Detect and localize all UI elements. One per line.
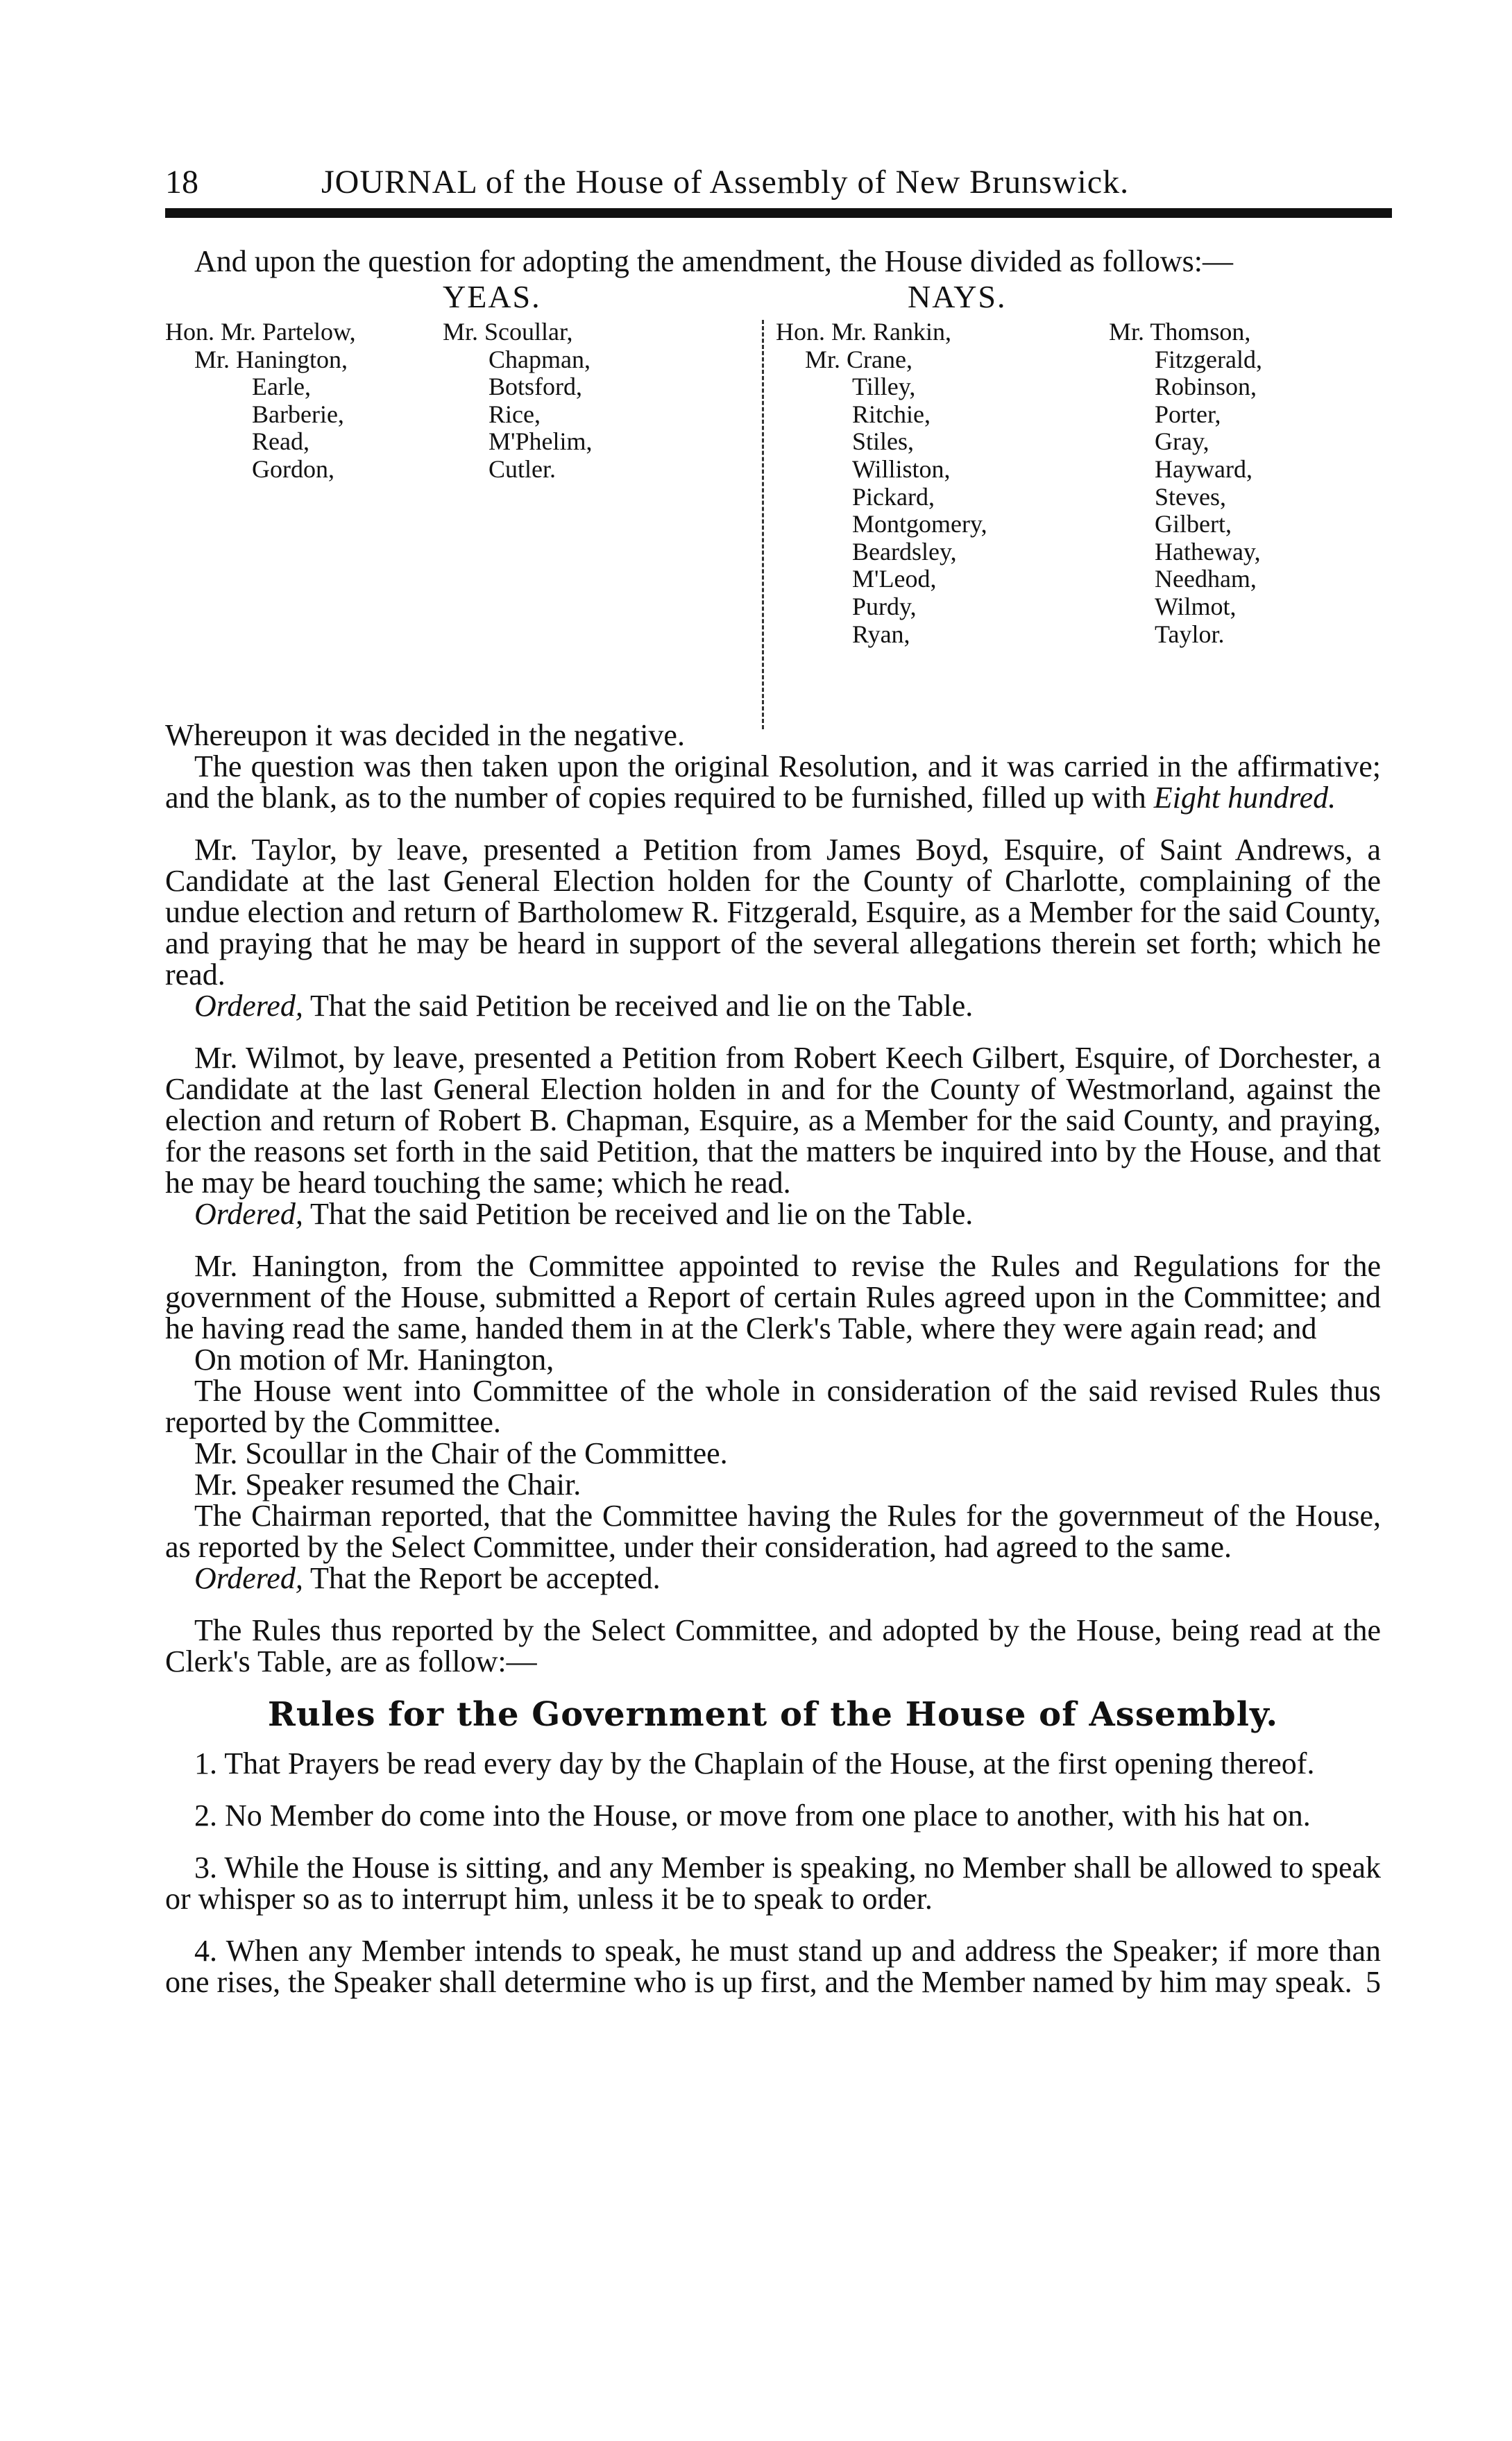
yea-member: Mr. Hanington, — [194, 345, 348, 373]
nay-member: Needham, — [1155, 565, 1257, 593]
paragraph-taylor-petition: Mr. Taylor, by leave, presented a Petition from James Boyd, Esquire, of Saint Andrews, a Candidate at the last General Election holden for the County of Charlotte, complaining of the undue election and return of Bartholomew R. Fitzgerald, Esquire, as a Member for the said County, and praying that he may be heard in support of the several allegations therein set forth; which he read. — [165, 833, 1381, 992]
vote-column-divider — [762, 320, 764, 729]
paragraph-chairman-reported: The Chairman reported, that the Committee having the Rules for the governmeut of the House, as reported by the Select Committee, under their consideration, had agreed to the same. — [165, 1499, 1381, 1564]
paragraph-hanington-report: Mr. Hanington, from the Committee appointed to revise the Rules and Regulations for the government of the House, submitted a Report of certain Rules agreed upon in the Committee; and he having read the same, handed them in at the Clerk's Table, where they were again read; and — [165, 1249, 1381, 1345]
nay-member: Williston, — [852, 454, 951, 483]
emphasis-text: Eight hundred. — [1153, 781, 1336, 815]
division-intro: And upon the question for adopting the amendment, the House divided as follows:— — [194, 244, 1233, 278]
yea-member: Cutler. — [489, 454, 556, 483]
rule-item: 2. No Member do come into the House, or move from one place to another, with his hat on. — [194, 1798, 1311, 1832]
rule-item: 1. That Prayers be read every day by the Chaplain of the House, at the first opening thereof. — [194, 1746, 1315, 1780]
paragraph-ordered — [165, 1198, 1381, 1230]
paragraph-ordered — [165, 990, 1381, 1021]
nay-member: Purdy, — [852, 592, 917, 620]
yea-member: Chapman, — [489, 345, 591, 373]
nay-member: Taylor. — [1155, 620, 1225, 648]
yea-member: Hon. Mr. Partelow, — [165, 318, 356, 346]
paragraph-rules-intro: The Rules thus reported by the Select Committee, and adopted by the House, being read at the Clerk's Table, are as follow:— — [165, 1613, 1381, 1678]
nay-member: Stiles, — [852, 427, 915, 456]
vote-list — [165, 277, 1381, 745]
ordered-word: Ordered, — [194, 989, 303, 1023]
nay-member: Hon. Mr. Rankin, — [776, 318, 952, 346]
signature-mark: 5 — [1366, 1965, 1381, 1999]
yea-member: M'Phelim, — [489, 427, 593, 456]
paragraph-speaker-resumed: Mr. Speaker resumed the Chair. — [194, 1468, 581, 1502]
paragraph-ordered — [165, 1563, 1381, 1594]
nay-member: Pickard, — [852, 482, 935, 511]
yeas-heading: YEAS. — [443, 279, 541, 314]
nay-member: Gray, — [1155, 427, 1209, 456]
nay-member: Ryan, — [852, 620, 910, 648]
nay-member: Ritchie, — [852, 400, 931, 428]
yea-member: Barberie, — [252, 400, 344, 428]
ordered-word: Ordered, — [194, 1561, 303, 1595]
nay-member: Gilbert, — [1155, 510, 1232, 538]
rules-heading: Rules for the Government of the House of Assembly. — [267, 1695, 1279, 1734]
nay-member: M'Leod, — [852, 565, 937, 593]
paragraph-committee-whole: The House went into Committee of the whole in consideration of the said revised Rules thus reported by the Committee. — [165, 1374, 1381, 1439]
division-result: Whereupon it was decided in the negative. — [165, 718, 685, 752]
rule-item: 4. When any Member intends to speak, he must stand up and address the Speaker; if more than one rises, the Speaker shall determine who is up first, and the Member named by him may speak. — [165, 1934, 1381, 1999]
paragraph-text: That the Report be accepted. — [303, 1561, 661, 1595]
ordered-word: Ordered, — [194, 1197, 303, 1231]
journal-title: JOURNAL of the House of Assembly of New Brunswick. — [321, 164, 1130, 201]
yea-member: Earle, — [252, 373, 311, 401]
paragraph-text: That the said Petition be received and lie on the Table. — [303, 989, 974, 1023]
nay-member: Fitzgerald, — [1155, 345, 1262, 373]
yea-member: Mr. Scoullar, — [443, 318, 573, 346]
nay-member: Tilley, — [852, 373, 916, 401]
nay-member: Hayward, — [1155, 454, 1252, 483]
journal-body — [165, 229, 1381, 1998]
nay-member: Beardsley, — [852, 537, 957, 565]
nay-member: Mr. Crane, — [805, 345, 912, 373]
paragraph-chair: Mr. Scoullar in the Chair of the Committee. — [194, 1436, 728, 1470]
page-number: 18 — [165, 164, 198, 201]
paragraph-original-resolution — [165, 751, 1381, 813]
paragraph-on-motion: On motion of Mr. Hanington, — [194, 1343, 554, 1377]
yea-member: Rice, — [489, 400, 541, 428]
nay-member: Mr. Thomson, — [1109, 318, 1251, 346]
rule-item-last — [165, 1935, 1381, 1998]
running-head — [165, 158, 1407, 207]
paragraph-text: That the said Petition be received and lie on the Table. — [303, 1197, 974, 1231]
nay-member: Robinson, — [1155, 373, 1257, 401]
nays-heading: NAYS. — [908, 279, 1007, 314]
header-rule — [165, 208, 1392, 218]
yea-member: Botsford, — [489, 373, 582, 401]
nay-member: Steves, — [1155, 482, 1226, 511]
nays-column-1 — [776, 318, 987, 648]
paragraph-wilmot-petition: Mr. Wilmot, by leave, presented a Petition from Robert Keech Gilbert, Esquire, of Dorchester, a Candidate at the last General Election holden in and for the County of Westmorland, against the election and return of Robert B. Chapman, Esquire, as a Member for the said County, and praying, for the reasons set forth in the said Petition, that the matters be inquired into by the House, and that he may be heard touching the same; which he read. — [165, 1041, 1381, 1200]
paragraph-text: The question was then taken upon the original Resolution, and it was carried in the affirmative; and the blank, as to the number of copies required to be furnished, filled up with — [165, 749, 1381, 815]
yea-member: Read, — [252, 427, 309, 456]
yea-member: Gordon, — [252, 454, 334, 483]
nays-column-2 — [1109, 318, 1262, 648]
nay-member: Wilmot, — [1155, 592, 1237, 620]
yeas-column-2 — [443, 318, 593, 484]
nay-member: Montgomery, — [852, 510, 987, 538]
rule-item: 3. While the House is sitting, and any Member is speaking, no Member shall be allowed to speak or whisper so as to interrupt him, unless it be to speak to order. — [165, 1851, 1381, 1916]
yeas-column-1 — [165, 318, 356, 484]
nay-member: Porter, — [1155, 400, 1221, 428]
nay-member: Hatheway, — [1155, 537, 1261, 565]
